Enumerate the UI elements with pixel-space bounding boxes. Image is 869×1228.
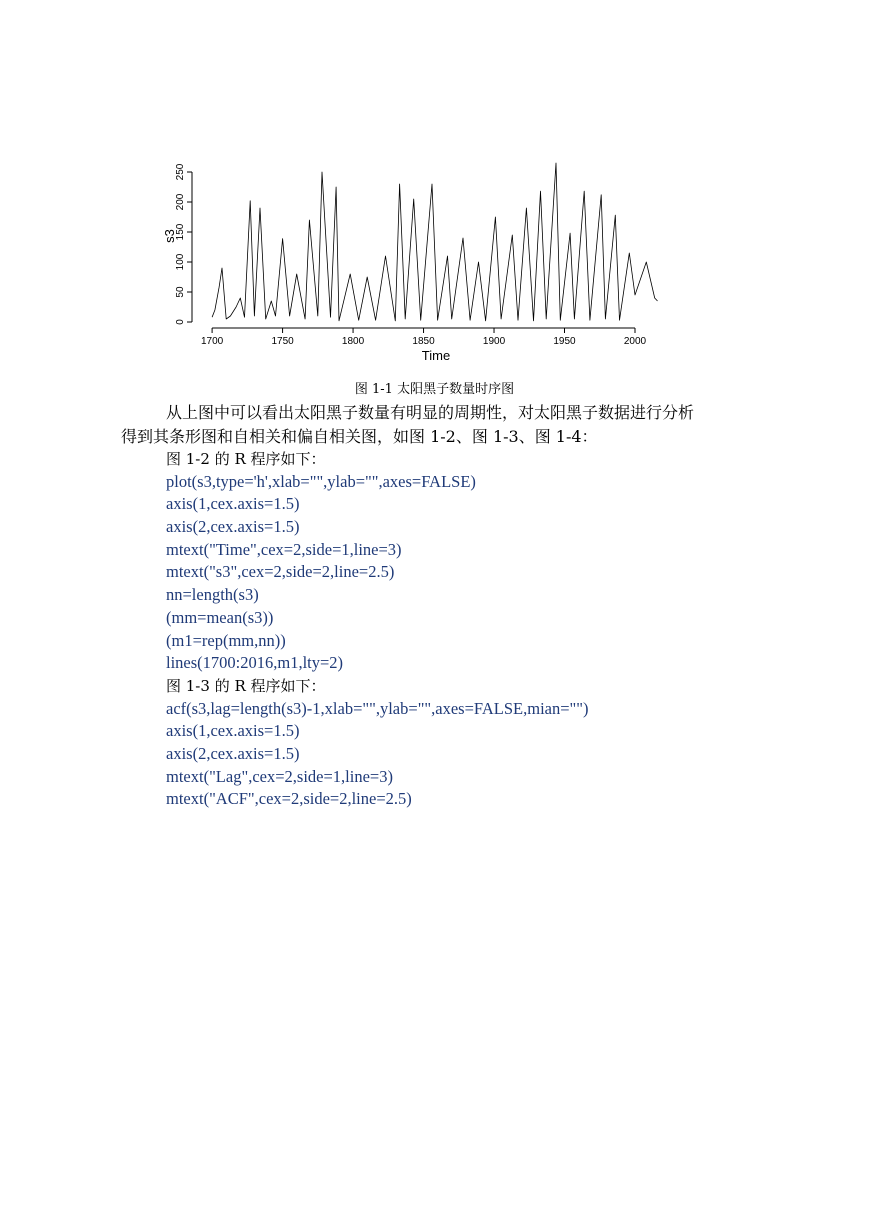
x-axis-title: Time <box>421 348 451 363</box>
y-tick-label: 100 <box>175 253 186 271</box>
figure-caption: 图 1-1 太阳黑子数量时序图 <box>354 382 515 397</box>
y-tick-label: 200 <box>175 193 186 211</box>
r-code-listing <box>166 448 806 811</box>
sunspot-time-series-chart <box>150 140 680 372</box>
x-tick-label: 1700 <box>200 336 224 347</box>
x-tick-label: 1950 <box>553 336 576 347</box>
code-line: (mm=mean(s3)) <box>166 607 274 627</box>
code-section-heading: 图 1-2 的 R 程序如下： <box>166 450 326 468</box>
code-line: axis(2,cex.axis=1.5) <box>166 517 300 537</box>
body-paragraph-line-1: 从上图中可以看出太阳黑子数量有明显的周期性，对太阳黑子数据进行分析 <box>166 403 695 422</box>
y-tick-label: 0 <box>175 319 186 325</box>
code-line: axis(1,cex.axis=1.5) <box>166 721 300 741</box>
code-line: axis(1,cex.axis=1.5) <box>166 494 300 514</box>
code-line: lines(1700:2016,m1,lty=2) <box>166 653 344 673</box>
code-line: mtext("Lag",cex=2,side=1,line=3) <box>166 766 393 786</box>
x-tick-label: 2000 <box>623 336 647 347</box>
code-line: (m1=rep(mm,nn)) <box>166 630 286 650</box>
x-tick-label: 1900 <box>482 336 506 347</box>
y-tick-label: 150 <box>175 223 186 241</box>
chart-svg <box>150 140 680 372</box>
y-tick-label: 250 <box>175 163 186 181</box>
x-tick-label: 1800 <box>341 336 365 347</box>
code-line: plot(s3,type='h',xlab="",ylab="",axes=FALSE) <box>166 471 476 491</box>
series-line-0 <box>212 163 657 321</box>
x-tick-label: 1850 <box>412 336 435 347</box>
code-line: acf(s3,lag=length(s3)-1,xlab="",ylab="",axes=FALSE,mian="") <box>166 698 589 718</box>
code-section-heading: 图 1-3 的 R 程序如下： <box>166 676 326 695</box>
y-tick-label: 50 <box>175 286 186 298</box>
code-line: nn=length(s3) <box>166 585 259 605</box>
code-line: axis(2,cex.axis=1.5) <box>166 743 300 763</box>
y-axis-title: s3 <box>162 229 177 243</box>
code-line: mtext("s3",cex=2,side=2,line=2.5) <box>166 562 395 582</box>
body-paragraph-line-2: 得到其条形图和自相关和偏自相关图，如图 1-2、图 1-3、图 1-4： <box>121 427 598 446</box>
code-line: mtext("Time",cex=2,side=1,line=3) <box>166 539 402 559</box>
code-line: mtext("ACF",cex=2,side=2,line=2.5) <box>166 789 412 809</box>
x-tick-label: 1750 <box>271 336 294 347</box>
